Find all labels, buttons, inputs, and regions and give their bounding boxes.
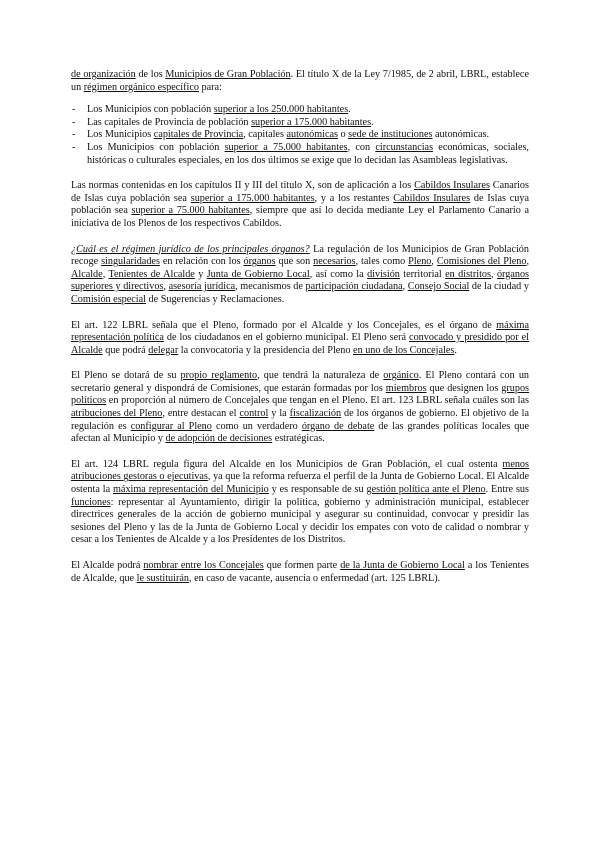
list-item: - Los Municipios con población superior a 75.000 habitantes, con circunstancias económicas, sociales, históricas o culturales especiales, en los dos últimos se exige que lo decidan las Asambleas legislativas.: [72, 141, 529, 166]
underlined-term: fiscalización: [289, 408, 342, 420]
underlined-term: orgánico: [383, 370, 419, 382]
alcalde-paragraph: El art. 124 LBRL regula figura del Alcalde en los Municipios de Gran Población, el cual ostenta menos atribuciones gestoras o ejecutivas, ya que la reforma refuerza el perfil de la Junta de Gobierno Local. El Alcalde ostenta la máxima representación del Municipio y es responsable de su gestión política ante el Pleno. Entre sus funciones: representar al Ayuntamiento, dirigir la política, gobierno y administración municipal, establecer directrices generales de la acción de gobierno municipal y asegurar su continuidad, convocar y presidir las sesiones del Pleno y las de la Junta de Gobierno Local y decidir los empates con voto de calidad o nombrar y cesar a los Tenientes de Alcalde y a los Presidentes de los Distritos.: [71, 458, 530, 546]
underlined-term: Cabildos Insulares: [414, 180, 490, 192]
legal-regime-paragraph: ¿Cuál es el régimen jurídico de los principales órganos? La regulación de los Municipios de Gran Población recoge singularidades en relación con los órganos que son necesarios, tales como Pleno, Comisiones del Pleno, Alcalde, Tenientes de Alcalde y Junta de Gobierno Local, así como la división territorial en distritos, órganos superiores y directivos, asesoría jurídica, mecanismos de participación ciudadana, Consejo Social de la ciudad y Comisión especial de Sugerencias y Reclamaciones.: [71, 243, 530, 305]
underlined-term: delegar: [148, 344, 179, 356]
underlined-term: Municipios de Gran Población: [165, 69, 291, 80]
underlined-term: máxima representación del Municipio: [113, 484, 269, 496]
underlined-term: máxima representación política: [71, 319, 529, 344]
underlined-term: grupos políticos: [71, 382, 530, 407]
underlined-term: nombrar entre los Concejales: [143, 560, 264, 571]
underlined-term: propio reglamento: [180, 370, 258, 382]
list-item: - Las capitales de Provincia de población superior a 175.000 habitantes.: [72, 116, 374, 128]
list-item: - Los Municipios con población superior a los 250.000 habitantes.: [72, 104, 351, 116]
underlined-term: funciones: [71, 496, 111, 508]
underlined-term: división: [367, 268, 400, 280]
underlined-term: superior a los 250.000 habitantes: [213, 104, 349, 116]
underlined-term: singularidades: [101, 256, 160, 268]
underlined-term: menos atribuciones gestoras o ejecutivas: [71, 458, 529, 483]
underlined-term: miembros: [385, 382, 427, 394]
underlined-term: gestión política ante el Pleno: [366, 484, 486, 496]
underlined-term: participación ciudadana: [305, 281, 403, 293]
underlined-term: de organización: [71, 69, 136, 80]
underlined-term: atribuciones del Pleno: [71, 408, 163, 420]
underlined-term: órganos superiores y directivos: [71, 268, 530, 293]
dash-bullet: -: [72, 116, 76, 128]
underlined-term: configurar al Pleno: [130, 420, 212, 432]
underlined-term: Tenientes de Alcalde: [108, 268, 195, 280]
underlined-term: Consejo Social: [407, 281, 470, 293]
underlined-term: en uno de los Concejales: [353, 344, 455, 356]
underlined-term: sede de instituciones: [348, 129, 433, 141]
underlined-term: circunstancias: [375, 141, 434, 153]
underlined-term: de adopción de decisiones: [165, 433, 273, 445]
list-item: - Los Municipios capitales de Provincia, capitales autonómicas o sede de instituciones autonómicas.: [72, 129, 490, 141]
underlined-term: Cabildos Insulares: [393, 192, 471, 204]
underlined-term: superior a 75.000 habitantes: [224, 141, 348, 153]
underlined-term: en distritos: [445, 268, 491, 280]
underlined-term: ¿Cuál es el régimen jurídico de los principales órganos?: [71, 243, 310, 255]
underlined-term: órganos: [243, 256, 276, 268]
cabildos-paragraph: Las normas contenidas en los capítulos II y III del título X, son de aplicación a los Cabildos Insulares Canarios de Islas cuya población sea superior a 175.000 habitantes, y a los restantes Cabildos Insulares de Islas cuya población sea superior a 75.000 habitantes, siempre que así lo decida mediante Ley el Parlamento Canario a iniciativa de los Plenos de los respectivos Cabildos.: [71, 180, 529, 229]
dash-bullet: -: [72, 141, 76, 153]
underlined-term: autonómicas: [286, 129, 338, 141]
underlined-term: control: [239, 408, 269, 420]
underlined-term: Comisión especial: [71, 293, 146, 305]
dash-bullet: -: [72, 129, 76, 141]
dash-bullet: -: [72, 104, 76, 116]
underlined-term: régimen orgánico específico: [83, 81, 199, 93]
underlined-term: Alcalde: [71, 268, 103, 280]
underlined-term: superior a 75.000 habitantes: [131, 205, 250, 217]
underlined-term: necesarios: [313, 256, 356, 268]
underlined-term: le sustituirán: [136, 572, 189, 584]
underlined-term: convocado y presidido por el Alcalde: [71, 332, 529, 356]
underlined-term: Comisiones del Pleno: [436, 256, 527, 268]
underlined-term: Pleno: [408, 256, 432, 268]
underlined-term: asesoría jurídica: [168, 281, 236, 293]
underlined-term: de la Junta de Gobierno Local: [340, 560, 465, 571]
underlined-term: Junta de Gobierno Local: [206, 268, 310, 280]
population-criteria-list: [71, 104, 529, 167]
pleno-regulation-paragraph: El Pleno se dotará de su propio reglamento, que tendrá la naturaleza de orgánico. El Pleno contará con un secretario general y dispondrá de Comisiones, que estarán formadas por los miembros que designen los grupos políticos en proporción al número de Concejales que tengan en el Pleno. El art. 123 LBRL señala cuáles son las atribuciones del Pleno, entre destacan el control y la fiscalización de los órganos de gobierno. El objetivo de la regulación es configurar al Pleno como un verdadero órgano de debate de las grandes políticas locales que afectan al Municipio y de adopción de decisiones estratégicas.: [71, 370, 530, 445]
underlined-term: capitales de Provincia: [153, 129, 244, 141]
underlined-term: superior a 175.000 habitantes: [190, 192, 315, 204]
underlined-term: superior a 175.000 habitantes: [251, 116, 372, 128]
pleno-paragraph: El art. 122 LBRL señala que el Pleno, formado por el Alcalde y los Concejales, es el órgano de máxima representación política de los ciudadanos en el gobierno municipal. El Pleno será convocado y presidido por el Alcalde que podrá delegar la convocatoria y la presidencia del Pleno en uno de los Concejales.: [71, 319, 529, 356]
underlined-term: órgano de debate: [301, 420, 375, 432]
intro-paragraph: de organización de los Municipios de Gran Población. El título X de la Ley 7/1985, de 2 abril, LBRL, establece un régimen orgánico específico para:: [71, 69, 529, 93]
tenientes-paragraph: El Alcalde podrá nombrar entre los Concejales que formen parte de la Junta de Gobierno Local a los Tenientes de Alcalde, que le sustituirán, en caso de vacante, ausencia o enfermedad (art. 125 LBRL).: [71, 560, 529, 584]
